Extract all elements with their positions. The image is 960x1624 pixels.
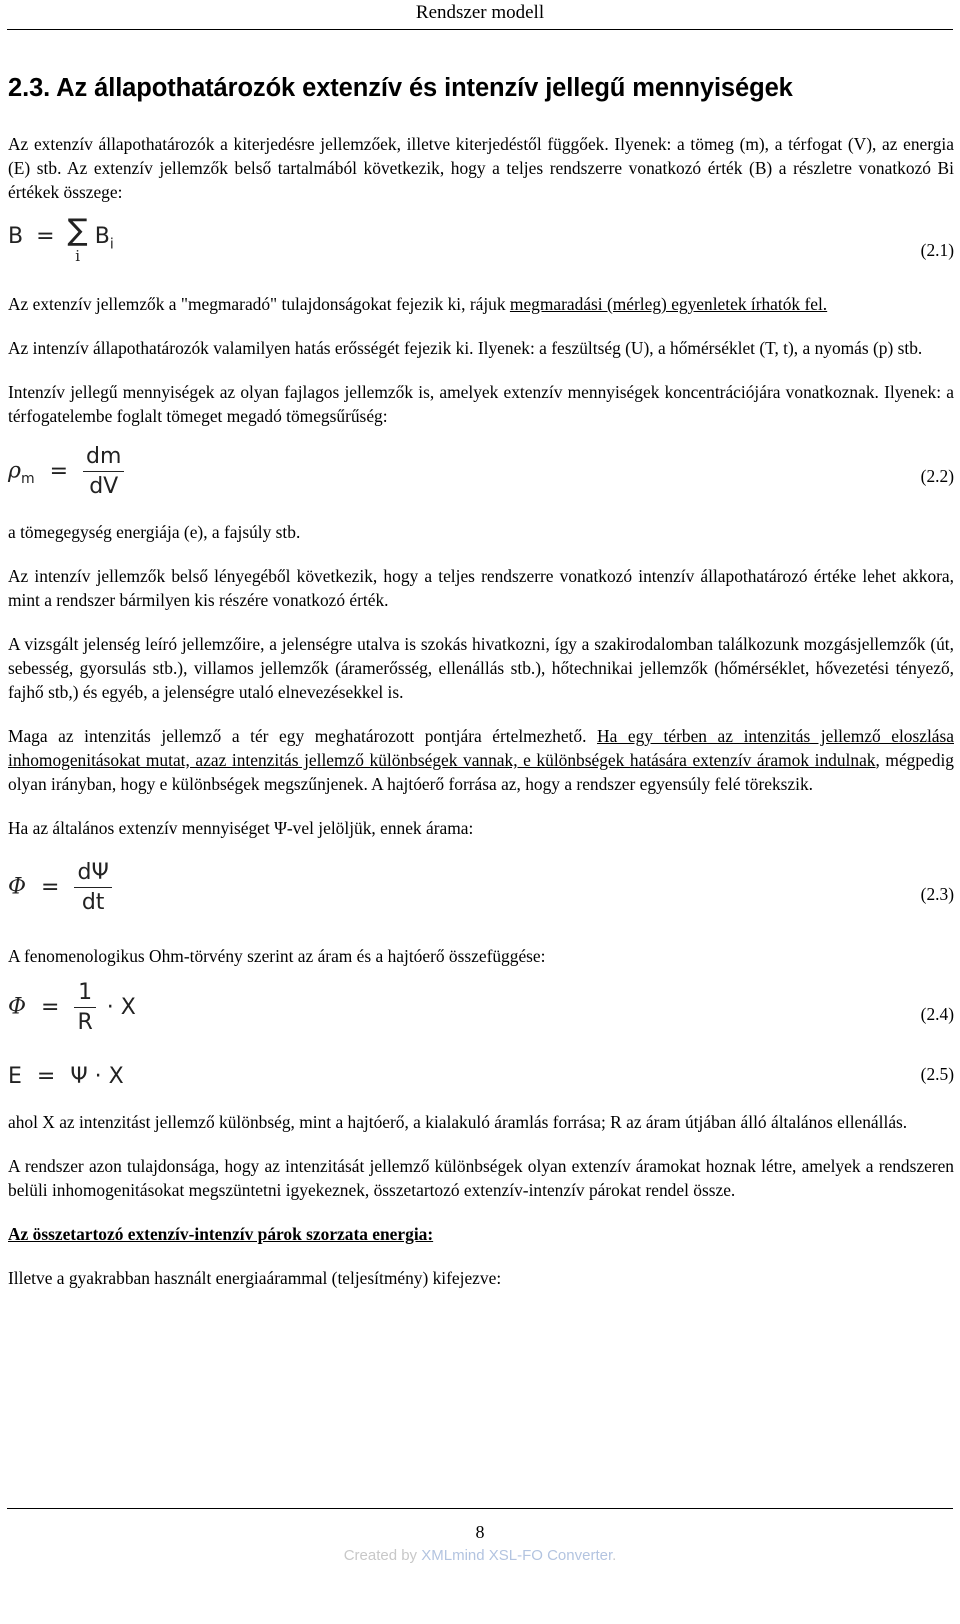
energy-statement-bold: Az összetartozó extenzív-intenzív párok szorzata energia: — [8, 1224, 434, 1244]
equation-2-4 — [8, 978, 954, 1062]
p2-underlined: megmaradási (mérleg) egyenletek írhatók fel. — [509, 294, 828, 314]
eq1-lhs: B — [8, 224, 24, 249]
paragraph-extensive-intro: Az extenzív állapothatározók a kiterjedésre jellemzőek, illetve kiterjedéstől függőek. Ilyenek: a tömeg (m), a térfogat (V), az energia (E) stb. Az extenzív jellemzők belső tartalmából következik, hogy a teljes rendszerre vonatkozó érték (B) a részletre vonatkozó Bi értékek összege: — [8, 134, 954, 202]
eq4-rhs: · X — [106, 994, 136, 1020]
paragraph-specific-quantities: Intenzív jellegű mennyiségek az olyan fajlagos jellemzők is, amelyek extenzív mennyiségek koncentrációjára vonatkoznak. Ilyenek: a térfogatelembe foglalt tömeget megadó tömegsűrűség: — [8, 382, 954, 426]
paragraph-general-extensive: Ha az általános extenzív mennyiséget Ψ-vel jelöljük, ennek árama: — [8, 818, 474, 838]
equation-2-4-formula — [8, 980, 136, 1035]
equation-number-2-3: (2.3) — [920, 884, 954, 904]
creator-prefix: Created by — [343, 1547, 422, 1564]
equation-2-2 — [8, 440, 954, 520]
paragraph-ohm-law: A fenomenologikus Ohm-törvény szerint az áram és a hajtóerő összefüggése: — [8, 946, 546, 966]
paragraph-driving-force: ahol X az intenzitást jellemző különbség, mint a hajtóerő, a kialakuló áramlás forrása; R az áram útjában álló általános ellenállás. — [8, 1112, 908, 1132]
eq4-numerator: 1 — [74, 980, 95, 1008]
footer-rule — [7, 1508, 953, 1509]
equation-2-5 — [8, 1062, 954, 1104]
equation-number-2-1: (2.1) — [920, 240, 954, 260]
eq5-rhs: Ψ · X — [70, 1064, 124, 1089]
eq1-op: = — [36, 224, 55, 249]
equation-2-5-formula — [8, 1064, 124, 1089]
p8-text-a: Maga az intenzitás jellemző a tér egy meghatározott pontjára értelmezhető. — [8, 726, 598, 746]
equation-2-1 — [8, 213, 954, 278]
p8-text-c: , mégpedig olyan irányban, hogy e különbségek megszűnjenek. A hajtóerő forrása az, hogy a rendszer egyensúly felé törekszik. — [8, 750, 954, 794]
equation-number-2-5: (2.5) — [920, 1064, 954, 1084]
paragraph-system-property: A rendszer azon tulajdonsága, hogy az intenzitását jellemző különbségek olyan extenzív áramokat hoznak létre, amelyek a rendszeren belüli inhomogenitásokat megszüntetni igyekeznek, összetartozó extenzív-intenzív párokat rendel össze. — [8, 1156, 954, 1200]
paragraph-power-expression: Illetve a gyakrabban használt energiaárammal (teljesítmény) kifejezve: — [8, 1268, 502, 1288]
eq3-numerator: dΨ — [74, 860, 111, 888]
eq3-fraction — [74, 860, 111, 915]
creator-brand: XMLmind XSL-FO Converter — [421, 1547, 613, 1564]
eq2-lhs: ρ — [8, 458, 21, 484]
p2-text: Az extenzív jellemzők a "megmaradó" tulajdonságokat fejezik ki, rájuk — [8, 294, 510, 314]
eq5-op: = — [36, 1064, 56, 1089]
creator-watermark — [0, 1547, 960, 1564]
eq3-lhs: Φ — [8, 874, 27, 900]
eq2-numerator: dm — [83, 444, 124, 472]
eq4-denominator: R — [77, 1010, 93, 1035]
eq3-denominator: dt — [81, 890, 105, 915]
header-rule — [7, 29, 953, 30]
paragraph-unit-energy: a tömegegység energiája (e), a fajsúly stb. — [8, 522, 301, 542]
equation-number-2-4: (2.4) — [920, 1004, 954, 1024]
eq3-op: = — [41, 874, 60, 900]
equation-number-2-2: (2.2) — [920, 466, 954, 486]
eq5-lhs: E — [8, 1064, 22, 1089]
eq2-fraction — [83, 444, 124, 499]
eq2-op: = — [49, 458, 69, 484]
eq2-lhs-sub: m — [20, 470, 35, 487]
sum-sign: ∑ — [67, 213, 88, 248]
paragraph-intensive-intro: Az intenzív állapothatározók valamilyen hatás erősségét fejezik ki. Ilyenek: a feszültség (U), a hőmérséklet (T, t), a nyomás (p) stb. — [8, 338, 923, 358]
section-title: 2.3. Az állapothatározók extenzív és intenzív jellegű mennyiségek — [8, 74, 793, 102]
running-header: Rendszer modell — [415, 2, 545, 23]
page-number: 8 — [475, 1522, 485, 1542]
equation-2-3-formula — [8, 860, 112, 915]
p8-underlined: Ha egy térben az intenzitás jellemző eloszlása inhomogenitásokat mutat, azaz intenzitás jellemző különbségek vannak, e különbségek hatására extenzív áramok indulnak — [8, 726, 954, 770]
eq4-lhs: Φ — [8, 994, 27, 1020]
paragraph-conserved-properties — [8, 292, 954, 316]
equation-2-2-formula — [8, 444, 124, 499]
paragraph-intensive-essence: Az intenzív jellemzők belső lényegéből következik, hogy a teljes rendszerre vonatkozó intenzív állapothatározó értéke lehet akkora, mint a rendszer bármilyen kis részére vonatkozó érték. — [8, 566, 954, 610]
eq1-term: B — [94, 224, 110, 249]
eq2-denominator: dV — [89, 474, 119, 499]
sum-index: i — [75, 247, 81, 265]
eq4-op: = — [41, 994, 60, 1020]
equation-2-3 — [8, 854, 954, 944]
sum-symbol — [67, 213, 88, 266]
page-content — [8, 70, 954, 1290]
equation-2-1-formula — [8, 213, 114, 274]
paragraph-phenomenon-descriptors: A vizsgált jelenség leíró jellemzőire, a jelenségre utalva is szokás hivatkozni, így a szakirodalomban találkozunk mozgásjellemzők (út, sebesség, gyorsulás stb.), villamos jellemzők (áramerősség, ellenállás stb.), hőtechnikai jellemzők (hőmérséklet, hővezetési tényező, fajhő stb,) és egyéb, a jelenségre utaló elnevezésekkel is. — [8, 634, 954, 702]
paragraph-energy-statement — [8, 1222, 954, 1246]
creator-suffix: . — [612, 1547, 617, 1564]
eq1-term-sub: i — [109, 236, 114, 253]
eq4-fraction — [74, 980, 95, 1035]
paragraph-intensity-distribution — [8, 724, 954, 796]
